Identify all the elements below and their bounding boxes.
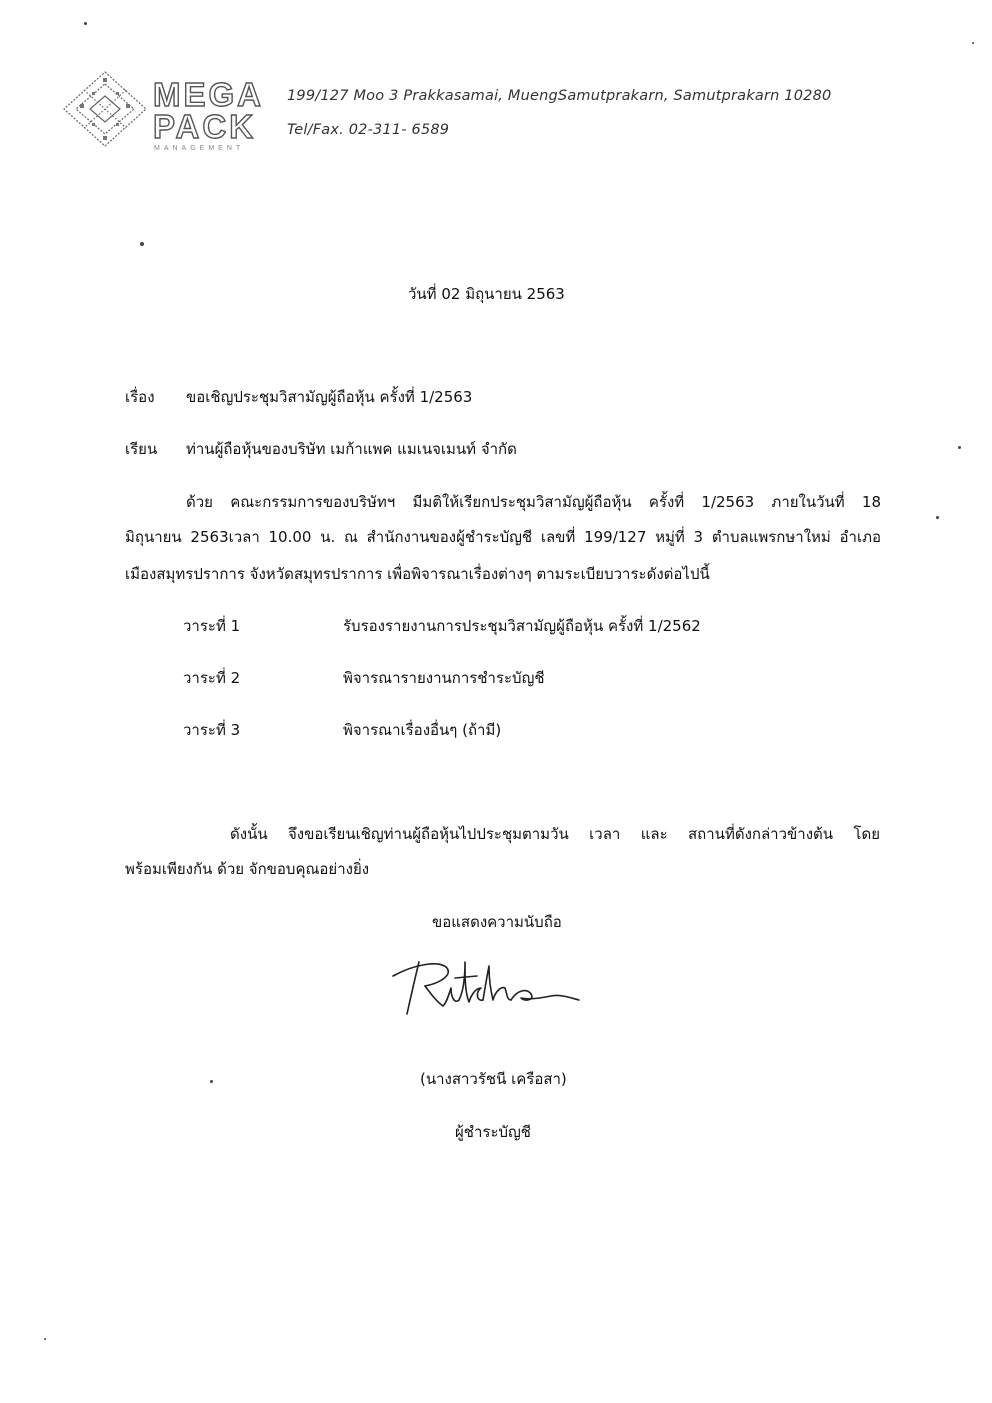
closing-line-1: ดังนั้น จึงขอเรียนเชิญท่านผู้ถือหุ้นไปประชุมตามวัน เวลา และ สถานที่ดังกล่าวข้างต้น โดย [230,825,880,843]
agenda-label-1: วาระที่ 1 [183,617,241,635]
company-address: 199/127 Moo 3 Prakkasamai, MuengSamutprakarn, Samutprakarn 10280 [287,88,832,104]
signoff-text: ขอแสดงความนับถือ [432,913,562,931]
subject-label: เรื่อง [125,388,155,406]
agenda-label-2: วาระที่ 2 [183,669,241,687]
scan-speck [958,446,961,449]
recipient-label: เรียน [125,440,158,458]
agenda-text-2: พิจารณารายงานการชำระบัญชี [343,669,545,687]
handwritten-signature [385,948,585,1023]
signer-title: ผู้ชำระบัญชี [455,1123,531,1141]
body-line-3: เมืองสมุทรปราการ จังหวัดสมุทรปราการ เพื่อพิจารณาเรื่องต่างๆ ตามระเบียบวาระดังต่อไปนี้ [125,565,710,583]
subject-text: ขอเชิญประชุมวิสามัญผู้ถือหุ้น ครั้งที่ 1/2563 [186,388,473,406]
closing-line-2: พร้อมเพียงกัน ด้วย จักขอบคุณอย่างยิ่ง [125,860,370,878]
logo-word-pack: PACK [153,108,257,145]
scan-speck [84,22,87,25]
agenda-text-1: รับรองรายงานการประชุมวิสามัญผู้ถือหุ้น ครั้งที่ 1/2562 [343,617,701,635]
scan-speck [936,516,939,519]
company-logo-icon [60,68,150,150]
scan-speck [44,1338,46,1340]
agenda-text-3: พิจารณาเรื่องอื่นๆ (ถ้ามี) [343,721,502,739]
scan-speck [140,242,144,246]
company-phone: Tel/Fax. 02-311- 6589 [287,122,450,138]
recipient-text: ท่านผู้ถือหุ้นของบริษัท เมก้าแพค แมเนจเมนท์ จำกัด [186,440,517,458]
logo-word-mega: MEGA [153,76,264,113]
scan-speck [972,42,974,44]
signer-name: (นางสาวรัชนี เครือสา) [420,1070,567,1088]
scan-speck [210,1080,213,1083]
body-line-1: ด้วย คณะกรรมการของบริษัทฯ มีมติให้เรียกประชุมวิสามัญผู้ถือหุ้น ครั้งที่ 1/2563 ภายในวันที่ 18 [186,493,881,511]
letter-date: วันที่ 02 มิถุนายน 2563 [408,285,565,303]
body-line-2: มิถุนายน 2563เวลา 10.00 น. ณ สำนักงานของผู้ชำระบัญชี เลขที่ 199/127 หมู่ที่ 3 ตำบลแพรกษาใหม่ อำเภอ [125,528,881,546]
agenda-label-3: วาระที่ 3 [183,721,241,739]
logo-subtitle: MANAGEMENT [154,145,245,152]
